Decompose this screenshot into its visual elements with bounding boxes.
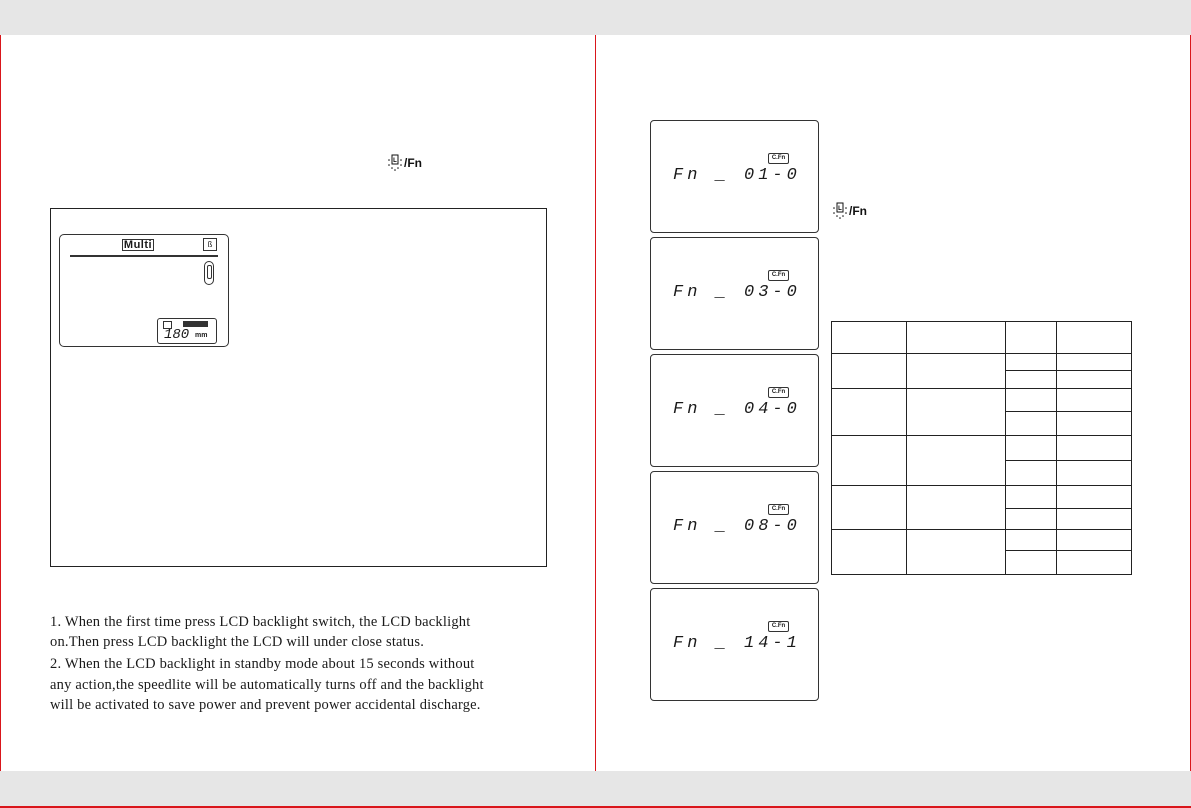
table-row [832,354,1132,371]
backlight-icon-label: /Fn [404,156,422,170]
lcd-zoom-box [157,318,217,344]
backlight-icon-label: /Fn [849,204,867,218]
fn-code: Fn _ 01-0 [673,166,801,185]
lcd-display [59,234,229,347]
lcd-divider [70,255,218,257]
cfn-badge: C.Fn [768,270,789,281]
svg-text:L: L [838,206,842,212]
cfn-badge: C.Fn [768,621,789,632]
cfn-badge: C.Fn [768,153,789,164]
table-row [832,530,1132,551]
table-row [832,322,1132,354]
lcd-sync-icon: ß [203,238,217,251]
lcd-zoom-value: 180 [164,327,190,343]
fn-lcd-screen [650,588,819,701]
lcd-zoom-unit: mm [195,332,208,339]
paragraph-line: will be activated to save power and prevent power accidental discharge. [50,697,481,713]
lcd-backlight-icon [387,154,422,172]
fn-lcd-screen [650,471,819,584]
light-bulb-icon [387,154,403,172]
fn-lcd-screen [650,120,819,233]
svg-text:L: L [393,158,397,164]
fn-lcd-screen [650,237,819,350]
paragraph-line: 1. When the first time press LCD backlight switch, the LCD backlight [50,614,471,630]
lcd-illustration-frame [50,208,547,567]
table-row [832,389,1132,412]
cfn-badge: C.Fn [768,504,789,515]
fn-code: Fn _ 03-0 [673,283,801,302]
light-bulb-icon [832,202,848,220]
fn-code: Fn _ 14-1 [673,634,801,653]
paragraph-line: on.Then press LCD backlight the LCD will under close status. [50,634,425,650]
lcd-level-indicator-icon [204,261,214,285]
fn-code: Fn _ 08-0 [673,517,801,536]
lcd-mode-label: Multi [123,239,153,251]
top-margin [0,0,1191,35]
cfn-badge: C.Fn [768,387,789,398]
paragraph-line: 2. When the LCD backlight in standby mode about 15 seconds without [50,656,475,672]
fn-lcd-screen [650,354,819,467]
paragraph-line: any action,the speedlite will be automatically turns off and the backlight [50,677,484,693]
lcd-backlight-icon [832,202,867,220]
bottom-margin [0,771,1191,808]
fn-code: Fn _ 04-0 [673,400,801,419]
table-row [832,436,1132,461]
custom-function-table [831,321,1132,575]
table-row [832,486,1132,509]
